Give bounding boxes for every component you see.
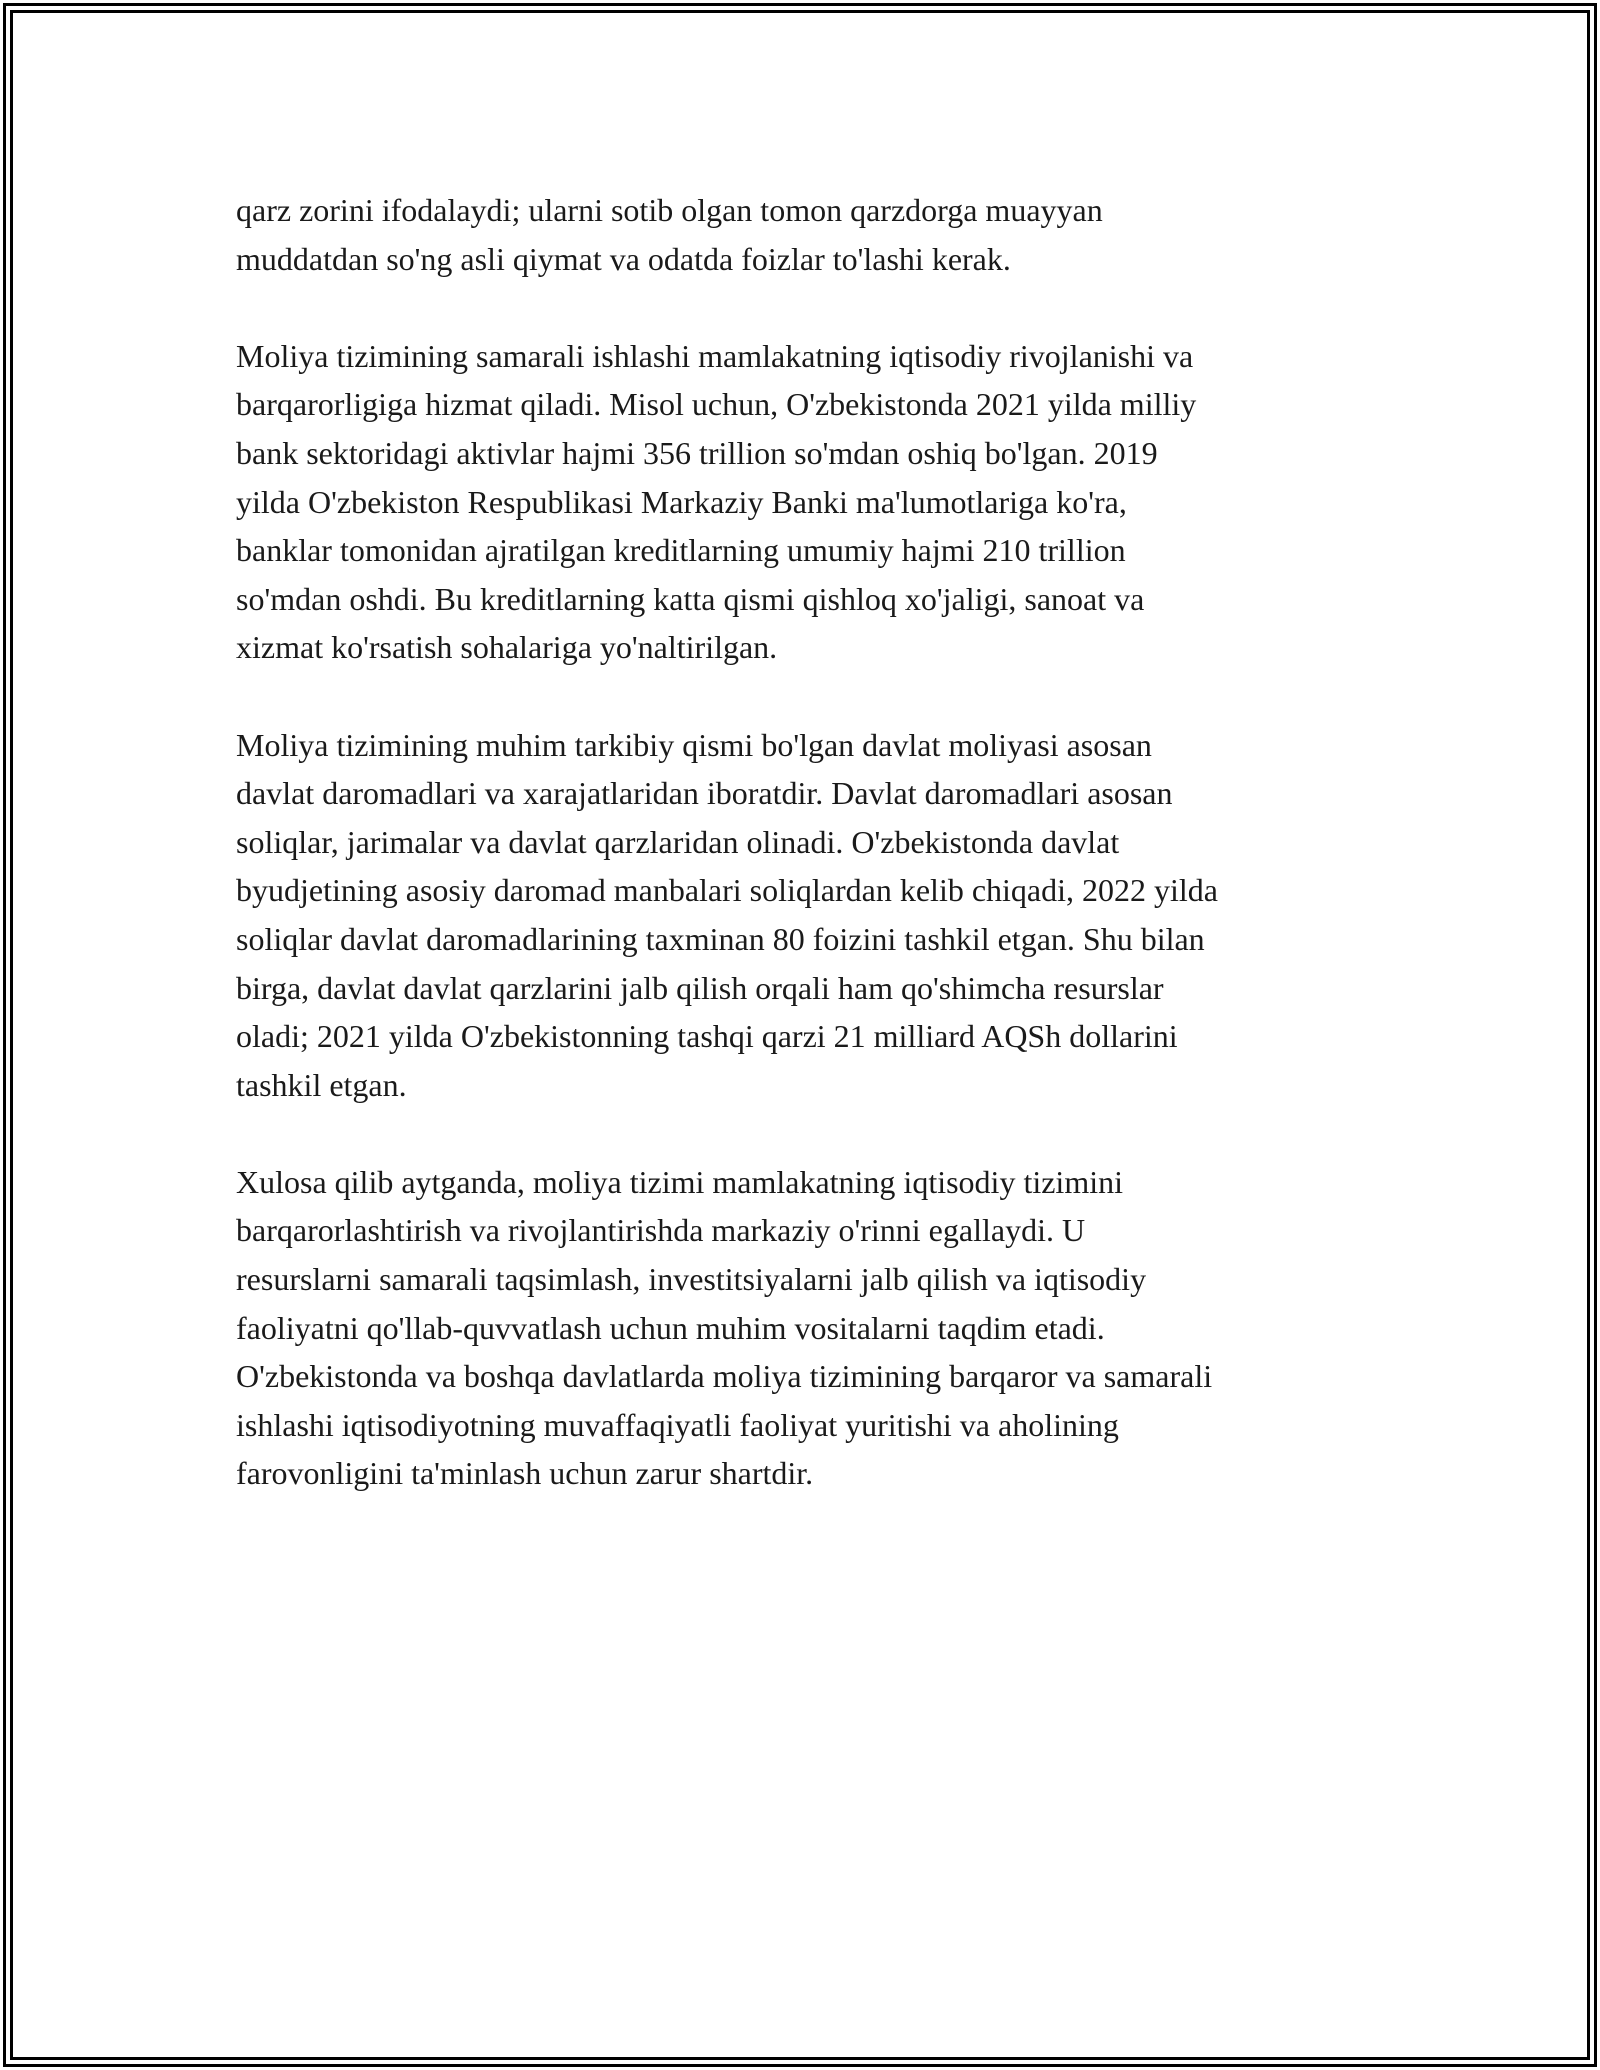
paragraph-3: Moliya tizimining muhim tarkibiy qismi bo'lgan davlat moliyasi asosan davlat daromadlari va xarajatlaridan iboratdir. Davlat daromadlari asosan soliqlar, jarimalar va davlat qarzlaridan olinadi. O'zbekistonda davlat byudjetining asosiy daromad manbalari soliqlardan kelib chiqadi, 2022 yilda soliqlar davlat daromadlarining taxminan 80 foizini tashkil etgan. Shu bilan birga, davlat davlat qarzlarini jalb qilish orqali ham qo'shimcha resurslar oladi; 2021 yilda O'zbekistonning tashqi qarzi 21 milliard AQSh dollarini tashkil etgan. xyxy=(236,726,1218,1103)
paragraph-2: Moliya tizimining samarali ishlashi mamlakatning iqtisodiy rivojlanishi va barqarorligiga hizmat qiladi. Misol uchun, O'zbekistonda 2021 yilda milliy bank sektoridagi aktivlar hajmi 356 trillion so'mdan oshiq bo'lgan. 2019 yilda O'zbekiston Respublikasi Markaziy Banki ma'lumotlariga ko'ra, banklar tomonidan ajratilgan kreditlarning umumiy hajmi 210 trillion so'mdan oshdi. Bu kreditlarning katta qismi qishloq xo'jaligi, sanoat va xizmat ko'rsatish sohalariga yo'naltirilgan. xyxy=(236,337,1197,666)
paragraph-1: qarz zorini ifodalaydi; ularni sotib olgan tomon qarzdorga muayyan muddatdan so'ng asli qiymat va odatda foizlar to'lashi kerak. xyxy=(236,192,1103,277)
document-body xyxy=(236,186,1386,1547)
paragraph-4: Xulosa qilib aytganda, moliya tizimi mamlakatning iqtisodiy tizimini barqarorlashtirish va rivojlantirishda markaziy o'rinni egallaydi. U resurslarni samarali taqsimlash, investitsiyalarni jalb qilish va iqtisodiy faoliyatni qo'llab-quvvatlash uchun muhim vositalarni taqdim etadi. O'zbekistonda va boshqa davlatlarda moliya tizimining barqaror va samarali ishlashi iqtisodiyotning muvaffaqiyatli faoliyat yuritishi va aholining farovonligini ta'minlash uchun zarur shartdir. xyxy=(236,1163,1213,1492)
